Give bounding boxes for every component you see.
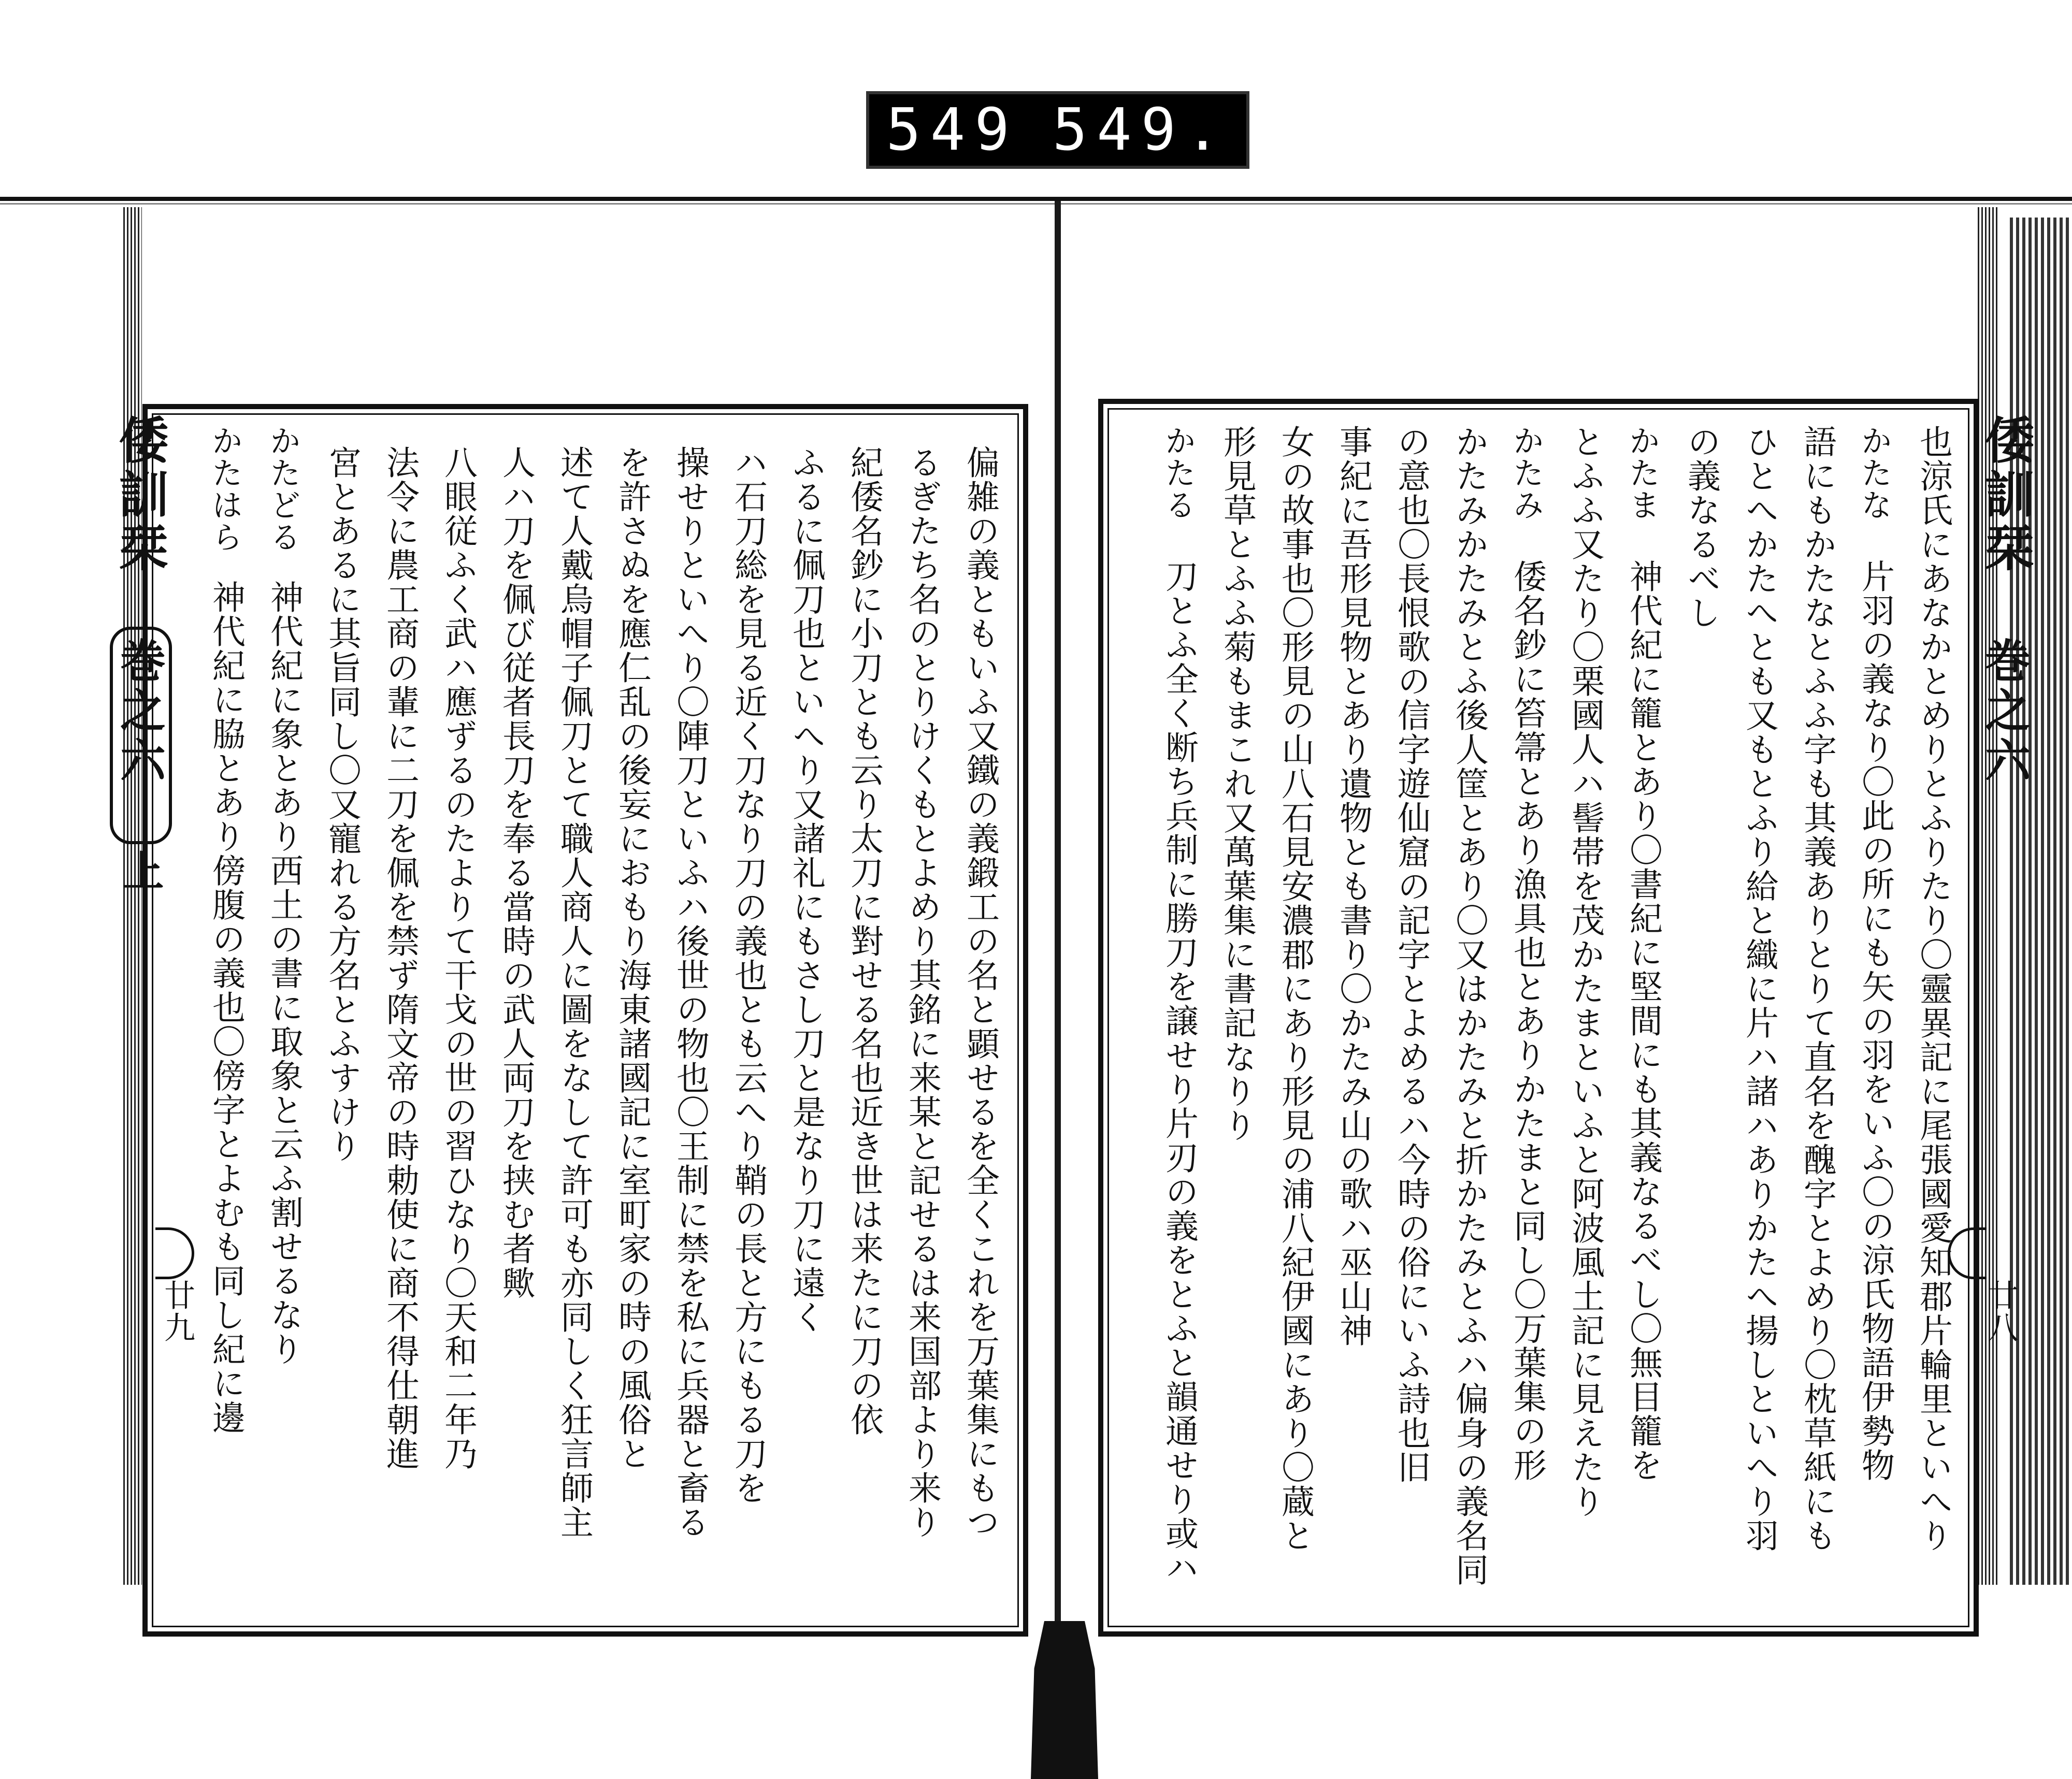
top-rule — [0, 197, 2072, 201]
headword: かたる — [1160, 425, 1196, 521]
text-column: を許さぬを應仁乱の後妄におもり海東諸國記に室町家の時の風俗と — [613, 445, 651, 1471]
left-page-volume: 巻之六 — [113, 637, 167, 786]
text-column: ハ石刀総を見る近く刀なり刀の義也とも云へり鞘の長と方にもる刀を — [729, 445, 767, 1505]
headword: かたはら — [207, 425, 243, 553]
headword: かたみ — [1508, 425, 1544, 521]
text-column: 神代紀に脇とあり傍腹の義也〇傍字とよむも同し紀に邊 — [207, 580, 245, 1435]
frame-number-left: 549 — [886, 96, 1019, 164]
text-column: とふふ又たり〇栗國人ハ髻帯を茂かたまといふと阿波風土記に見えたり — [1566, 425, 1604, 1518]
text-column: ふるに佩刀也といへり又諸礼にもさし刀と是なり刀に遠く — [787, 445, 825, 1334]
left-page-title: 倭訓栞 — [111, 414, 169, 576]
book-spine — [1055, 201, 1061, 1641]
top-rule-shadow — [0, 203, 2072, 205]
headword: かたま — [1624, 425, 1660, 521]
right-page-folio: 廿八 — [1982, 1279, 2019, 1343]
text-column: の意也〇長恨歌の信字遊仙窟の記字とよめるハ今時の俗にいふ詩也旧 — [1392, 425, 1430, 1484]
text-column: 形見草とふふ菊もまこれ又萬葉集に書記なりり — [1218, 425, 1256, 1142]
right-page-title: 倭訓栞 — [1977, 414, 2035, 576]
text-column: 操せりといへり〇陣刀といふハ後世の物也〇王制に禁を私に兵器と畜る — [671, 445, 709, 1539]
text-column: 倭名鈔に笞箒とあり漁具也とありかたまと同し〇万葉集の形 — [1508, 559, 1546, 1482]
text-column: 神代紀に籠とあり〇書紀に堅間にも其義なるべし〇無目籠を — [1624, 559, 1662, 1482]
text-column: 述て人戴烏帽子佩刀とて職人商人に圖をなして許可も亦同しく狂言師主 — [555, 445, 593, 1539]
text-column: 神代紀に象とあり西土の書に取象と云ふ割せるなり — [265, 580, 303, 1366]
text-column: 人ハ刀を佩び従者長刀を奉る當時の武人両刀を挟む者歟 — [497, 445, 535, 1300]
left-page-folio: 廿九 — [159, 1279, 195, 1343]
text-column: るぎたち名のとりけくもとよめり其銘に来某と記せるは来国部より来り — [903, 445, 941, 1539]
text-column: 紀倭名鈔に小刀とも云り太刀に對せる名也近き世は来たに刀の依 — [845, 445, 883, 1437]
headword: かたな — [1856, 425, 1892, 521]
text-column: 宮とあるに其旨同し〇又寵れる方名とふすけり — [323, 445, 361, 1163]
text-column: 也涼氏にあなかとめりとふりたり〇靈異記に尾張國愛知郡片輪里といへり — [1914, 425, 1952, 1553]
frame-number-right: 549. — [1052, 96, 1230, 164]
text-column: 女の故事也〇形見の山八石見安濃郡にあり形見の浦八紀伊國にあり〇蔵と — [1276, 425, 1314, 1553]
left-page-part: 上 — [116, 849, 164, 895]
text-column: 片羽の義なり〇此の所にも矢の羽をいふ〇の涼氏物語伊勢物 — [1856, 559, 1894, 1482]
text-column: 八眼従ふく武ハ應ずるのたよりて干戈の世の習ひなり〇天和二年乃 — [439, 445, 477, 1471]
text-column: ひとへかたへとも又もとふり給と織に片ハ諸ハありかたへ揚しといへり羽 — [1740, 425, 1778, 1553]
text-column: 語にもかたなとふふ字も其義ありとりて直名を醜字とよめり〇枕草紙にも — [1798, 425, 1836, 1553]
headword: かたどる — [265, 425, 301, 553]
text-column: 刀とふ全く断ち兵制に勝刀を譲せり片刃の義をとふと韻通せり或ハ — [1160, 559, 1198, 1585]
text-column: 偏雑の義ともいふ又鐵の義鍛工の名と顕せるを全くこれを万葉集にもつ — [961, 445, 999, 1539]
text-column: かたみかたみとふ後人筐とあり〇又はかたみと折かたみとふハ偏身の義名同 — [1450, 425, 1488, 1587]
right-page-volume: 巻之六 — [1978, 637, 2032, 786]
text-column: の義なるべし — [1682, 425, 1720, 630]
frame-number-label — [866, 91, 1249, 169]
text-column: 法令に農工商の輩に二刀を佩を禁ず隋文帝の時勅使に商不得仕朝進 — [381, 445, 419, 1471]
text-column: 事紀に吾形見物とあり遺物とも書り〇かたみ山の歌ハ巫山神 — [1334, 425, 1372, 1348]
spine-ribbon — [1031, 1621, 1098, 1779]
